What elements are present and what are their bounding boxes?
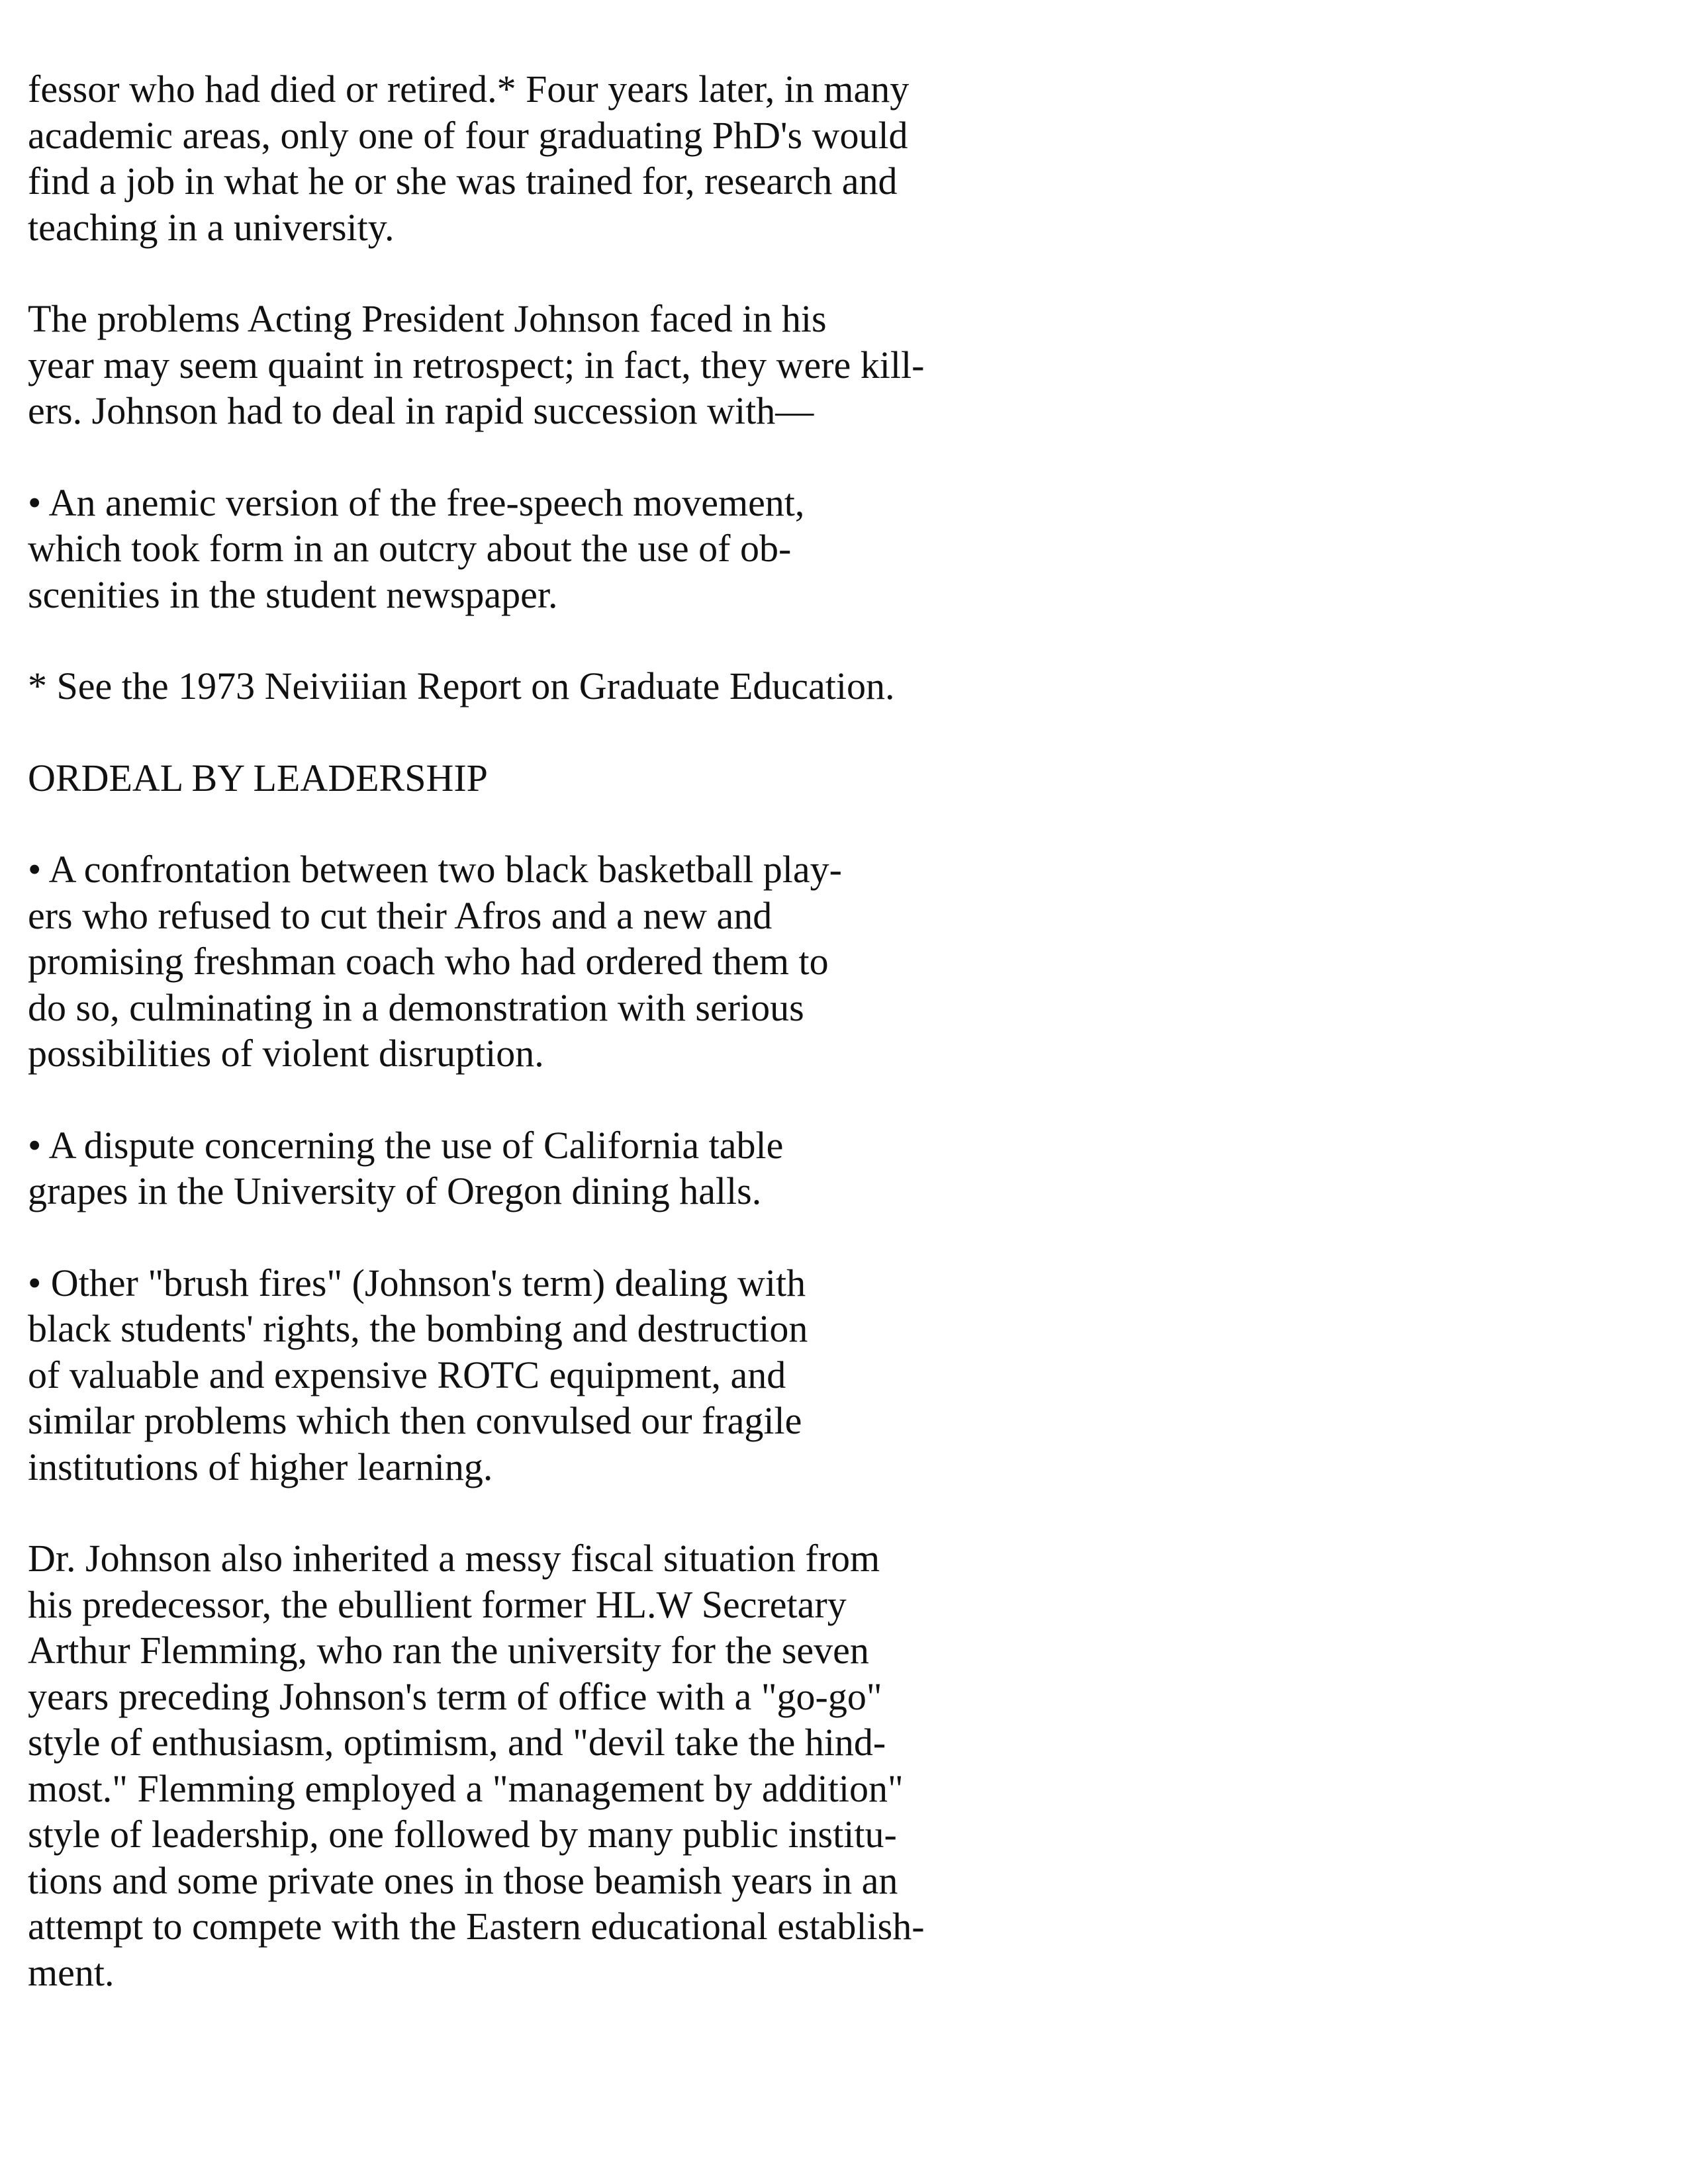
- text-line: teaching in a university.: [28, 205, 395, 249]
- text-line: Dr. Johnson also inherited a messy fiscal situation from: [28, 1537, 880, 1580]
- text-line: tions and some private ones in those beamish years in an: [28, 1858, 898, 1902]
- text-line: Arthur Flemming, who ran the university for the seven: [28, 1629, 869, 1672]
- text-line: style of leadership, one followed by many public institu-: [28, 1813, 897, 1856]
- running-head-text: ORDEAL BY LEADERSHIP: [28, 756, 488, 799]
- document-page: [28, 66, 1021, 2041]
- text-line: his predecessor, the ebullient former HL.W Secretary: [28, 1582, 847, 1626]
- text-line: scenities in the student newspaper.: [28, 572, 558, 616]
- text-line: similar problems which then convulsed our fragile: [28, 1399, 802, 1442]
- text-line: fessor who had died or retired.* Four years later, in many: [28, 68, 910, 111]
- paragraph-fiscal-situation: [28, 1535, 1021, 1995]
- text-line: find a job in what he or she was trained for, research and: [28, 159, 898, 203]
- text-line: year may seem quaint in retrospect; in fact, they were kill-: [28, 343, 925, 387]
- text-line: of valuable and expensive ROTC equipment, and: [28, 1353, 786, 1396]
- text-line: The problems Acting President Johnson faced in his: [28, 297, 827, 340]
- running-head: [28, 755, 1021, 801]
- text-line: • Other "brush fires" (Johnson's term) dealing with: [28, 1261, 806, 1304]
- text-line: • A dispute concerning the use of California table: [28, 1123, 784, 1167]
- footnote-newman-report: [28, 663, 1021, 709]
- bullet-free-speech: [28, 480, 1021, 618]
- text-line: • A confrontation between two black basketball play-: [28, 848, 842, 891]
- text-line: style of enthusiasm, optimism, and "devil take the hind-: [28, 1721, 886, 1764]
- text-line: ers. Johnson had to deal in rapid succession with—: [28, 389, 814, 432]
- text-line: which took form in an outcry about the use of ob-: [28, 527, 792, 570]
- bullet-grapes: [28, 1122, 1021, 1214]
- text-line: promising freshman coach who had ordered them to: [28, 940, 829, 983]
- text-line: most." Flemming employed a "management by addition": [28, 1766, 904, 1810]
- paragraph-johnson-problems: [28, 296, 1021, 434]
- paragraph-phd-jobs: [28, 66, 1021, 250]
- text-line: do so, culminating in a demonstration with serious: [28, 985, 804, 1029]
- text-line: black students' rights, the bombing and destruction: [28, 1307, 808, 1350]
- text-line: years preceding Johnson's term of office with a "go-go": [28, 1674, 882, 1718]
- text-line: academic areas, only one of four graduating PhD's would: [28, 113, 908, 157]
- text-line: grapes in the University of Oregon dining halls.: [28, 1169, 762, 1212]
- text-line: institutions of higher learning.: [28, 1445, 493, 1488]
- text-line: attempt to compete with the Eastern educational establish-: [28, 1905, 925, 1948]
- text-line: possibilities of violent disruption.: [28, 1032, 544, 1075]
- text-line: • An anemic version of the free-speech movement,: [28, 480, 805, 524]
- footnote-line: * See the 1973 Neiviiian Report on Graduate Education.: [28, 664, 895, 707]
- bullet-brush-fires: [28, 1260, 1021, 1490]
- text-line: ment.: [28, 1950, 115, 1994]
- bullet-basketball: [28, 846, 1021, 1077]
- text-line: ers who refused to cut their Afros and a new and: [28, 893, 773, 937]
